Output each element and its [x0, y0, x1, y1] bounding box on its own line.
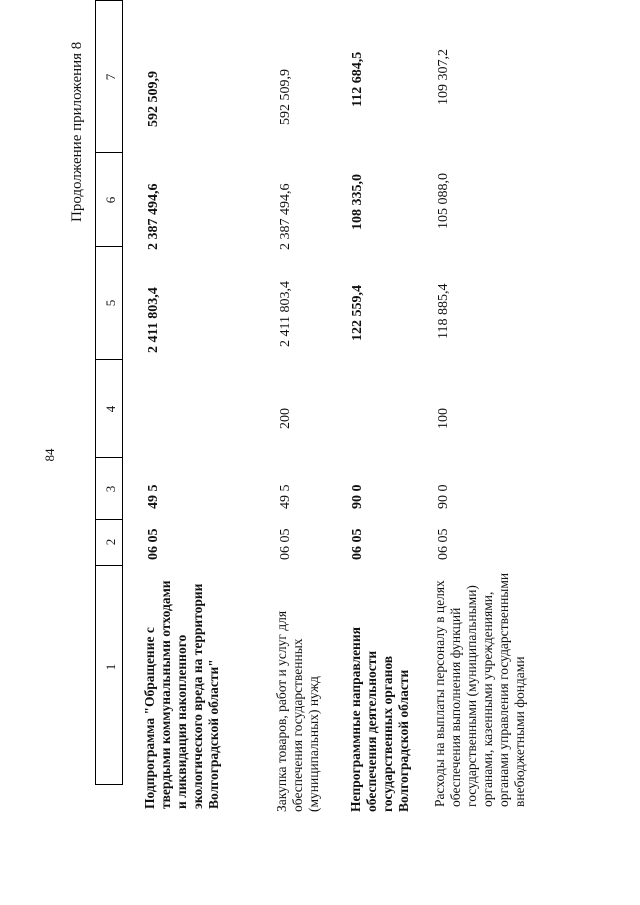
header-divider: [95, 519, 123, 520]
page-number: 84: [42, 448, 57, 462]
row-cell-c4: 100: [436, 408, 451, 429]
row-cell-c6: 2 387 494,6: [278, 183, 293, 250]
column-number: 1: [103, 663, 118, 671]
row-cell-c2: 06 05: [146, 528, 161, 560]
row-cell-c7: 592 509,9: [278, 69, 293, 125]
row-name: Непрограммные направления обеспечения деятельности государственных органов Волгоградской области: [348, 627, 411, 812]
row-cell-c7: 592 509,9: [146, 71, 161, 127]
row-name: Расходы на выплаты персоналу в целях обеспечения выполнения функций государственными (муниципальными) органами, казенными учреждениями, органами управления государственными внебюджетными фондами: [432, 572, 527, 807]
header-divider: [95, 152, 123, 153]
column-number: 5: [103, 299, 118, 307]
row-cell-c3: 90 0: [350, 484, 365, 509]
row-cell-c2: 06 05: [350, 528, 365, 560]
row-cell-c6: 2 387 494,6: [146, 183, 161, 250]
row-cell-c5: 118 885,4: [436, 283, 451, 339]
column-number: 3: [103, 485, 118, 493]
header-divider: [95, 565, 123, 566]
header-divider: [95, 0, 123, 1]
row-cell-c5: 2 411 803,4: [146, 287, 161, 353]
appendix-caption: Продолжение приложения 8: [69, 41, 85, 222]
column-number: 6: [103, 196, 118, 204]
row-cell-c6: 108 335,0: [350, 174, 365, 230]
row-cell-c6: 105 088,0: [436, 173, 451, 229]
row-cell-c4: 200: [278, 408, 293, 429]
row-cell-c5: 2 411 803,4: [278, 281, 293, 347]
row-cell-c3: 49 5: [146, 484, 161, 509]
row-cell-c7: 112 684,5: [350, 51, 365, 107]
column-number: 4: [103, 405, 118, 413]
column-number: 2: [103, 538, 118, 546]
row-cell-c7: 109 307,2: [436, 49, 451, 105]
row-cell-c5: 122 559,4: [350, 285, 365, 341]
table-top-border: [95, 0, 96, 785]
header-bottom-border: [122, 0, 123, 785]
header-divider: [95, 359, 123, 360]
row-cell-c2: 06 05: [278, 528, 293, 560]
row-name: Подпрограмма "Обращение с твердыми коммунальными отходами и ликвидация накопленного экологического вреда на территории Волгоградской области": [142, 580, 221, 809]
header-divider: [95, 246, 123, 247]
column-number: 7: [103, 73, 118, 81]
row-name: Закупка товаров, работ и услуг для обеспечения государственных (муниципальных) нужд: [274, 610, 321, 812]
row-cell-c3: 49 5: [278, 484, 293, 509]
row-cell-c2: 06 05: [436, 528, 451, 560]
header-divider: [95, 784, 123, 785]
header-divider: [95, 457, 123, 458]
row-cell-c3: 90 0: [436, 484, 451, 509]
